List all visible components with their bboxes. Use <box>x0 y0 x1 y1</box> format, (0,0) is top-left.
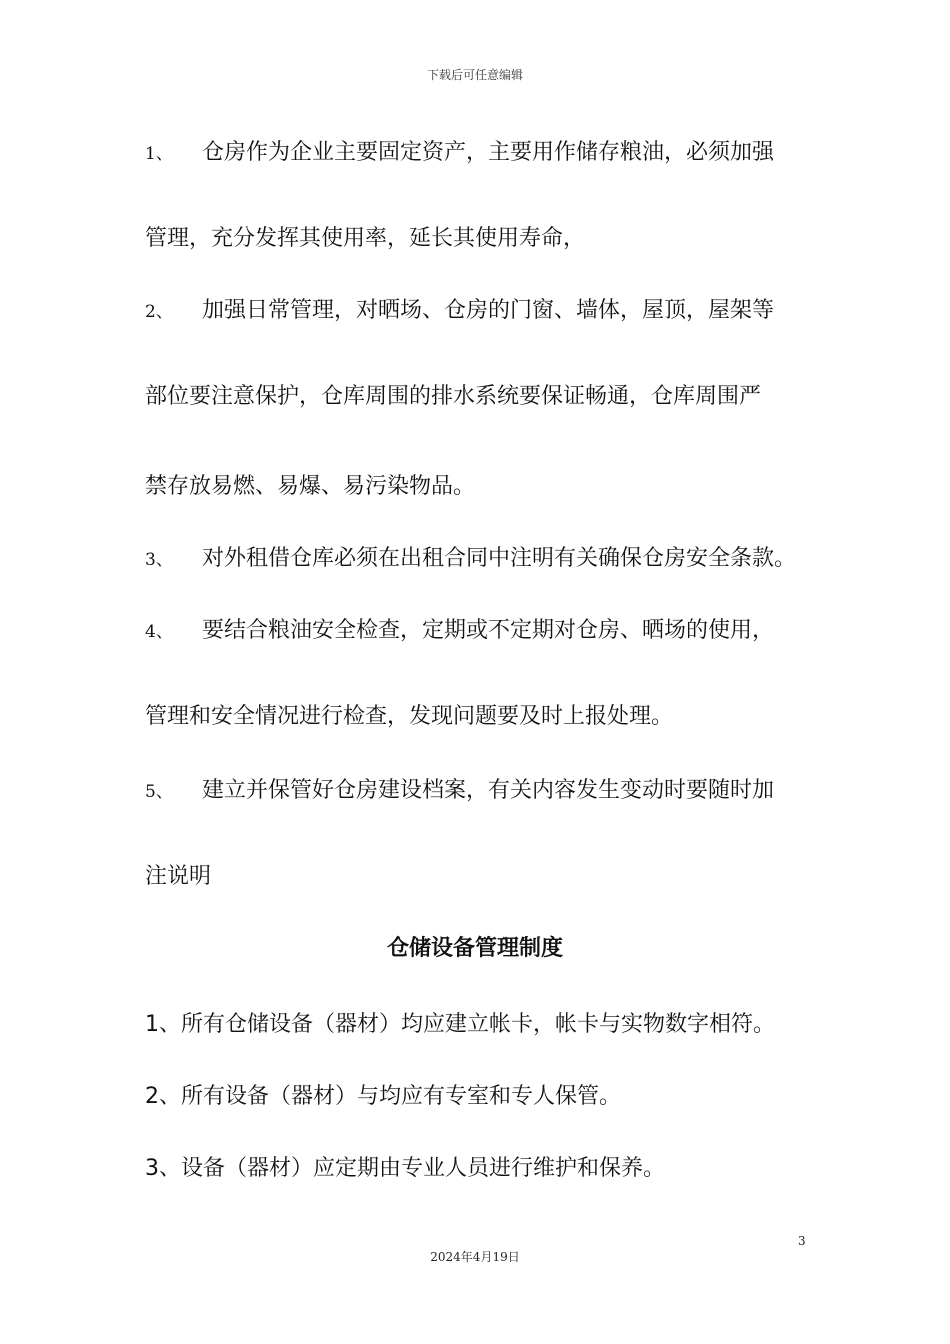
page-date: 2024年4月19日 <box>430 1250 520 1264</box>
equipment-rule-3: 3、设备（器材）应定期由专业人员进行维护和保养。 <box>145 1156 665 1181</box>
rule-1-number: 1、 <box>145 144 173 164</box>
rule-3-text-1: 对外租借仓库必须在出租合同中注明有关确保仓房安全条款。 <box>202 546 797 571</box>
rule-5-number: 5、 <box>145 782 173 802</box>
rule-2-line-1 <box>145 296 774 327</box>
rule-5-text-1: 建立并保管好仓房建设档案，有关内容发生变动时要随时加 <box>202 778 775 803</box>
rule-3-line-1 <box>145 544 796 575</box>
page-number: 3 <box>798 1234 806 1248</box>
rule-2-line-2: 部位要注意保护，仓库周围的排水系统要保证畅通，仓库周围严 <box>145 384 762 409</box>
page-header-note: 下载后可任意编辑 <box>426 68 523 82</box>
rule-4-text-1: 要结合粮油安全检查，定期或不定期对仓房、晒场的使用， <box>202 618 775 643</box>
rule-2-number: 2、 <box>145 302 173 322</box>
equipment-rule-1: 1、所有仓储设备（器材）均应建立帐卡，帐卡与实物数字相符。 <box>145 1012 775 1037</box>
rule-5-line-2: 注说明 <box>145 864 212 889</box>
rule-5-line-1 <box>145 776 774 807</box>
rule-2-line-3: 禁存放易燃、易爆、易污染物品。 <box>145 474 476 499</box>
equipment-rule-2: 2、所有设备（器材）与均应有专室和专人保管。 <box>145 1084 621 1109</box>
rule-3-number: 3、 <box>145 550 173 570</box>
rule-1-line-2: 管理，充分发挥其使用率，延长其使用寿命， <box>145 226 586 251</box>
section-title: 仓储设备管理制度 <box>386 936 563 961</box>
rule-4-line-1 <box>145 616 774 647</box>
rule-2-text-1: 加强日常管理，对晒场、仓房的门窗、墙体，屋顶，屋架等 <box>202 298 775 323</box>
rule-4-number: 4、 <box>145 622 173 642</box>
rule-4-line-2: 管理和安全情况进行检查，发现问题要及时上报处理。 <box>145 704 674 729</box>
rule-1-line-1 <box>145 138 774 169</box>
rule-1-text-1: 仓房作为企业主要固定资产，主要用作储存粮油，必须加强 <box>202 140 775 165</box>
